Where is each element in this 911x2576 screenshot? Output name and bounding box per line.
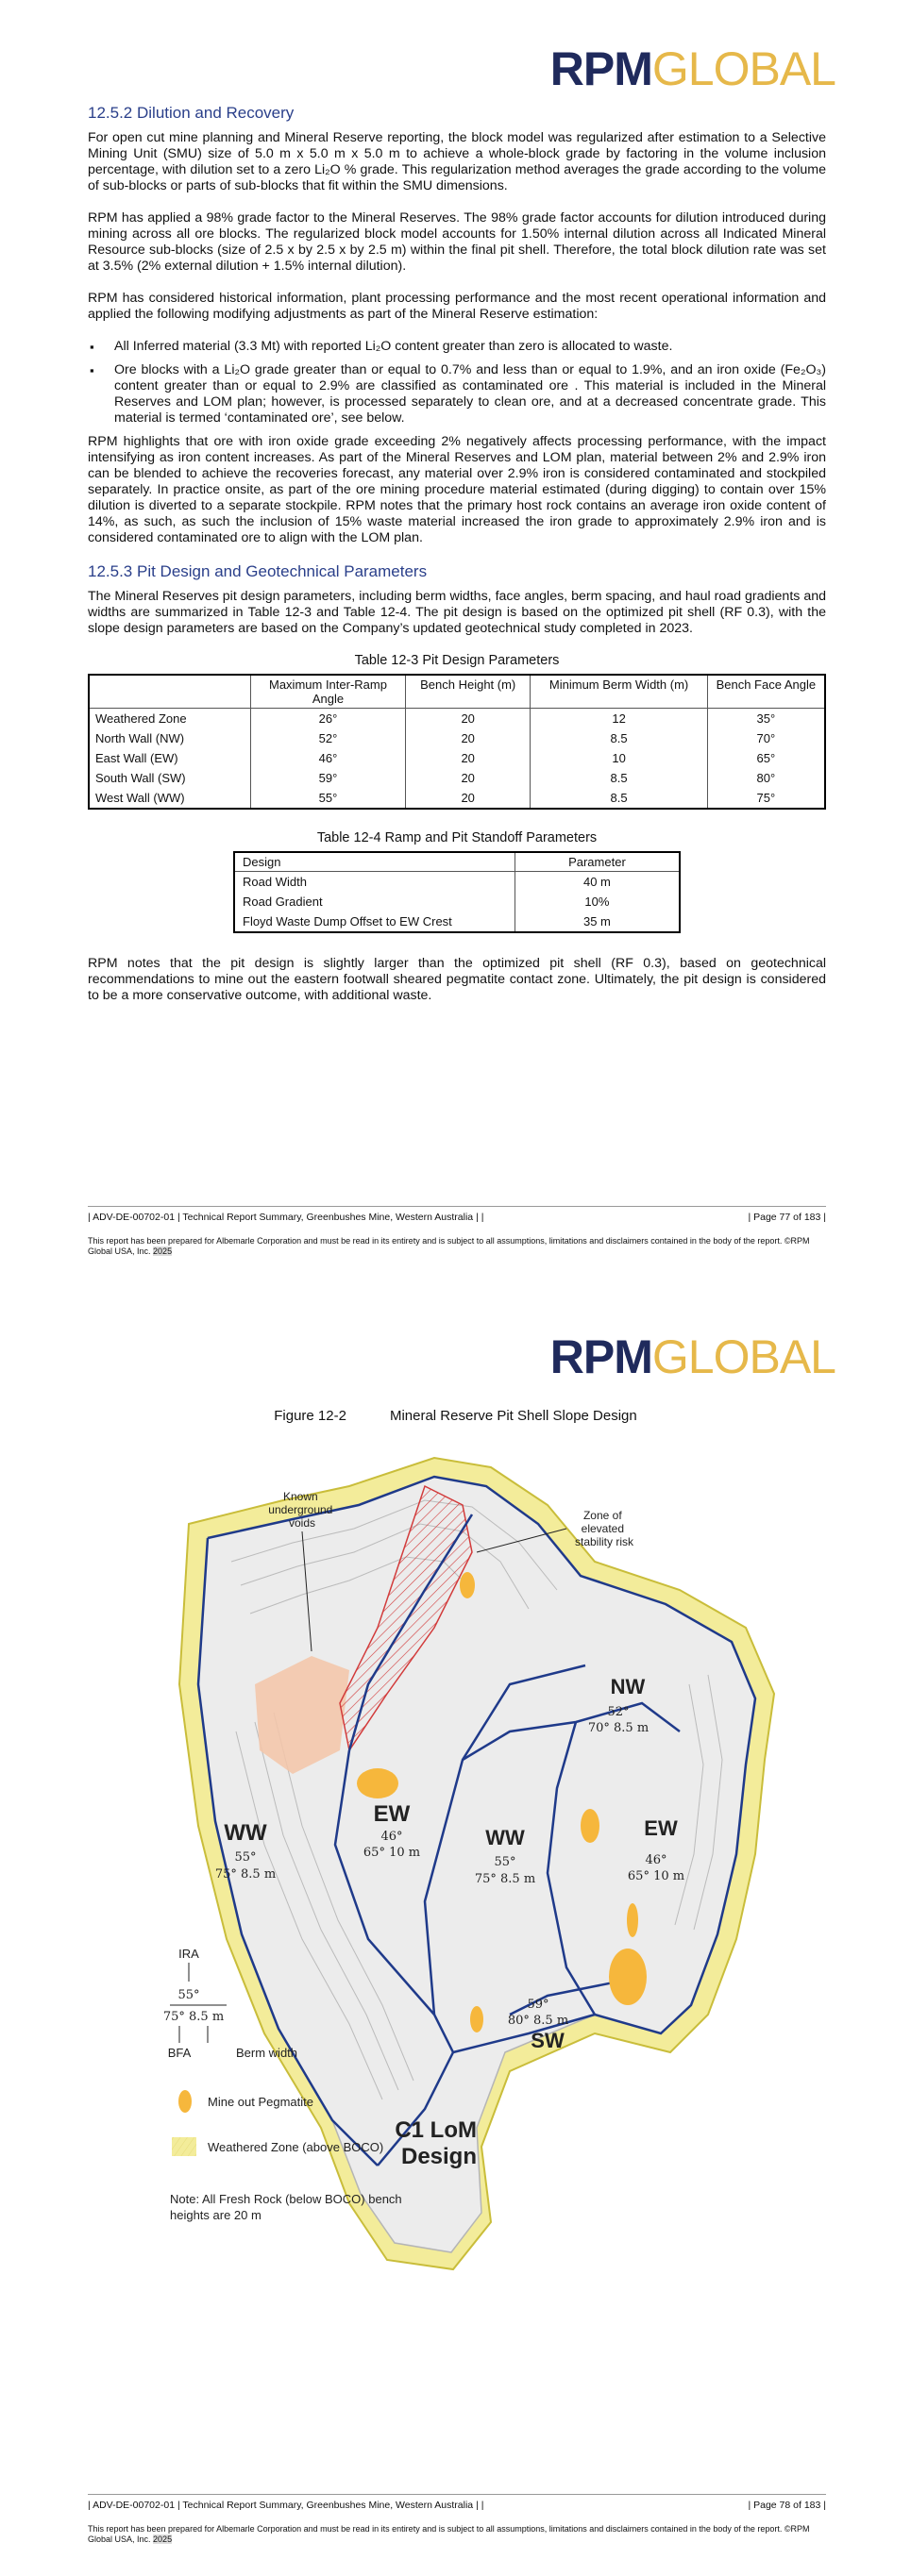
table-header-row xyxy=(234,852,680,872)
figure-number: Figure 12-2 xyxy=(274,1408,346,1424)
table-cell: 52° xyxy=(251,728,406,748)
table-cell: 10% xyxy=(515,892,680,912)
column-header: Parameter xyxy=(515,852,680,872)
page-77-body xyxy=(88,104,826,1020)
sw-ira: 59° xyxy=(527,1998,549,2012)
pit-design-parameters-table xyxy=(88,674,826,810)
table-cell: 46° xyxy=(251,748,406,768)
table-header-row xyxy=(89,675,825,709)
wall-label-ww: WW xyxy=(485,1826,525,1849)
ew-bfa-bw: 65° 10 m xyxy=(627,1869,685,1883)
column-header: Design xyxy=(234,852,515,872)
ww-bfa-bw: 75° 8.5 m xyxy=(214,1867,277,1882)
ww-bfa-bw: 75° 8.5 m xyxy=(474,1872,536,1886)
table-cell: 8.5 xyxy=(531,788,707,809)
table-cell: 20 xyxy=(405,709,531,729)
key-bfa-bw: 75° 8.5 m xyxy=(162,2010,225,2024)
table-cell: 10 xyxy=(531,748,707,768)
figure-caption xyxy=(0,1408,911,1424)
footer-doc-ref: | ADV-DE-00702-01 | Technical Report Summary, Greenbushes Mine, Western Australia | | xyxy=(88,1212,484,1223)
rpm-global-logo: RPMGLOBAL xyxy=(549,42,835,95)
table-row xyxy=(234,872,680,893)
wall-label-ew: EW xyxy=(644,1816,678,1840)
table-cell: 80° xyxy=(707,768,825,788)
table-row xyxy=(89,788,825,809)
table-cell: Road Gradient xyxy=(243,895,323,909)
ramp-standoff-table xyxy=(233,851,681,933)
sw-bfa-bw: 80° 8.5 m xyxy=(507,2014,569,2028)
paragraph: RPM has considered historical information, plant processing performance and the most recent operational information and applied the following modifying adjustments as part of the Mineral Reserve estimation: xyxy=(88,291,826,322)
nw-ira: 52° xyxy=(607,1705,630,1719)
page-footer xyxy=(88,1206,826,1257)
wall-label-sw: SW xyxy=(531,2029,565,2052)
table-cell: 40 m xyxy=(515,872,680,893)
table-cell: 12 xyxy=(531,709,707,729)
adjustments-list xyxy=(88,339,826,427)
table-cell: 20 xyxy=(405,728,531,748)
ww-ira: 55° xyxy=(234,1850,257,1865)
footer-page-number: | Page 77 of 183 | xyxy=(748,1212,826,1223)
pegmatite-blob xyxy=(470,2006,483,2032)
paragraph: RPM has applied a 98% grade factor to the Mineral Reserves. The 98% grade factor accounts for dilution introduced during mining across all ore blocks. The regularized block model accounts for 1.50% internal dilution across all Indicated Mineral Resource sub-blocks (size of 2.5 x by 2.5 x by 2.5 m) within the final pit shell. Therefore, the total block dilution rate was set at 3.5% (2% external dilution + 1.5% internal dilution). xyxy=(88,210,826,274)
footer-disclaimer: This report has been prepared for Albemarle Corporation and must be read in its entirety and is subject to all assumptions, limitations and disclaimers contained in the body of the report. ©RPM Global USA, Inc. 2025 xyxy=(88,1236,810,1256)
table-cell: North Wall (NW) xyxy=(95,731,185,745)
legend-weathered-swatch xyxy=(172,2137,196,2156)
column-header: Maximum Inter-Ramp Angle xyxy=(251,675,406,709)
key-ira: 55° xyxy=(177,1988,200,2002)
list-item: ▪ Ore blocks with a Li₂O grade greater than or equal to 0.7% and less than or equal to 1.9%, and an iron oxide (Fe₂O₃) content greater than or equal to 2.9% are classified as contaminated ore . This material is included in the Mineral Reserves and LOM plan; however, is processed separately to clean ore, and at a decreased concentrate grade. This material is termed ‘contaminated ore’, see below. xyxy=(88,362,826,427)
figure-title: Mineral Reserve Pit Shell Slope Design xyxy=(389,1408,637,1424)
rpm-global-logo: RPMGLOBAL xyxy=(549,1330,835,1383)
table-cell: Road Width xyxy=(243,875,307,889)
ww-ira: 55° xyxy=(494,1855,516,1869)
legend-pegmatite-label: Mine out Pegmatite xyxy=(208,2095,314,2109)
legend-pegmatite-swatch xyxy=(178,2090,192,2113)
column-header: Bench Height (m) xyxy=(405,675,531,709)
table-row xyxy=(234,912,680,932)
column-header: Bench Face Angle xyxy=(707,675,825,709)
table-cell: Floyd Waste Dump Offset to EW Crest xyxy=(243,914,452,928)
pegmatite-blob xyxy=(609,1949,647,2005)
nw-bfa-bw: 70° 8.5 m xyxy=(587,1721,650,1735)
section-heading-dilution: 12.5.2 Dilution and Recovery xyxy=(88,104,295,122)
pegmatite-blob xyxy=(460,1572,475,1598)
table-cell: 20 xyxy=(405,768,531,788)
table-cell: 8.5 xyxy=(531,768,707,788)
footer-page-number: | Page 78 of 183 | xyxy=(748,2500,826,2511)
table-cell: 59° xyxy=(251,768,406,788)
column-header: Minimum Berm Width (m) xyxy=(531,675,707,709)
fresh-rock-note: Note: All Fresh Rock (below BOCO) bench heights are 20 m xyxy=(170,2192,402,2222)
table-row xyxy=(89,709,825,729)
table-cell: East Wall (EW) xyxy=(95,751,178,765)
legend-weathered-label: Weathered Zone (above BOCO) xyxy=(208,2140,384,2154)
table-cell: Weathered Zone xyxy=(95,711,187,726)
c1-lom-label: C1 LoM Design xyxy=(395,2117,478,2169)
table-12-4-caption: Table 12-4 Ramp and Pit Standoff Parameters xyxy=(316,830,598,845)
table-cell: 20 xyxy=(405,788,531,809)
pegmatite-blob xyxy=(627,1903,638,1937)
paragraph: RPM notes that the pit design is slightly larger than the optimized pit shell (RF 0.3), based on geotechnical recommendations to mine out the eastern footwall sheared pegmatite contact zone. Ultimately, the pit design is considered to be a more conservative outcome, with additional waste. xyxy=(88,956,826,1003)
table-cell: 35 m xyxy=(515,912,680,932)
table-cell: 26° xyxy=(251,709,406,729)
section-heading-pit-design: 12.5.3 Pit Design and Geotechnical Parameters xyxy=(88,562,428,580)
table-row xyxy=(234,892,680,912)
table-cell: 35° xyxy=(707,709,825,729)
wall-label-nw: NW xyxy=(610,1675,646,1698)
column-header xyxy=(89,675,251,709)
table-cell: South Wall (SW) xyxy=(95,771,186,785)
table-12-3-caption: Table 12-3 Pit Design Parameters xyxy=(354,653,560,668)
voids-label: Known underground voids xyxy=(268,1490,333,1530)
ew-bfa-bw: 65° 10 m xyxy=(363,1846,421,1860)
table-row xyxy=(89,768,825,788)
paragraph: For open cut mine planning and Mineral Reserve reporting, the block model was regularized after estimation to a Selective Mining Unit (SMU) size of 5.0 m x 5.0 m x 5.0 m to achieve a whole-block grade by factoring in the volume inclusion percentage, with dilution set to a zero Li₂O % grade. This regularization method averages the grade according to the volume of sub-blocks or parts of sub-blocks that fit within the SMU dimensions. xyxy=(88,130,826,193)
table-row xyxy=(89,728,825,748)
table-cell: 70° xyxy=(707,728,825,748)
footer-disclaimer: This report has been prepared for Albemarle Corporation and must be read in its entirety and is subject to all assumptions, limitations and disclaimers contained in the body of the report. ©RPM Global USA, Inc. 2025 xyxy=(88,2524,810,2544)
table-cell: West Wall (WW) xyxy=(95,791,185,805)
page-footer xyxy=(88,2494,826,2545)
pit-shell-slope-design-map xyxy=(151,1448,793,2317)
paragraph: The Mineral Reserves pit design parameters, including berm widths, face angles, berm spacing, and haul road gradients and widths are summarized in Table 12-3 and Table 12-4. The pit design is based on the optimized pit shell (RF 0.3), with the slope design parameters are based on the Company’s updated geotechnical study completed in 2023. xyxy=(88,589,826,636)
paragraph: RPM highlights that ore with iron oxide grade exceeding 2% negatively affects processing performance, with the impact intensifying as iron content increases. As part of the Mineral Reserves and LOM plan, material between 2% and 2.9% iron can be blended to achieve the recoveries forecast, any material over 2.9% iron is considered contaminated and stockpiled separately. In practice onsite, as part of the ore mining procedure material estimated (during digging) to contain over 15% dilution is diverted to a separate stockpile. RPM notes that the primary host rock contains an average iron oxide content of 14%, as such, as such the inclusion of 15% waste material increased the iron grade to approximately 2.9% iron and is considered contaminated ore to align with the LOM plan. xyxy=(88,434,826,545)
pegmatite-blob xyxy=(581,1809,599,1843)
table-cell: 55° xyxy=(251,788,406,809)
table-cell: 75° xyxy=(707,788,825,809)
footer-doc-ref: | ADV-DE-00702-01 | Technical Report Summary, Greenbushes Mine, Western Australia | | xyxy=(88,2500,484,2511)
table-cell: 65° xyxy=(707,748,825,768)
pegmatite-blob xyxy=(357,1768,398,1798)
ew-ira: 46° xyxy=(380,1830,403,1844)
table-cell: 8.5 xyxy=(531,728,707,748)
wall-label-ew: EW xyxy=(373,1801,411,1827)
wall-label-ww: WW xyxy=(224,1820,267,1846)
list-item: ▪ All Inferred material (3.3 Mt) with reported Li₂O content greater than zero is allocated to waste. xyxy=(88,339,826,355)
key-ira-label: IRA xyxy=(178,1947,199,1961)
stability-risk-label: Zone of elevated stability risk xyxy=(574,1509,634,1548)
ew-ira: 46° xyxy=(645,1853,667,1867)
table-cell: 20 xyxy=(405,748,531,768)
key-berm-width-label: Berm width xyxy=(236,2046,298,2060)
table-row xyxy=(89,748,825,768)
key-bfa-label: BFA xyxy=(167,2046,192,2060)
